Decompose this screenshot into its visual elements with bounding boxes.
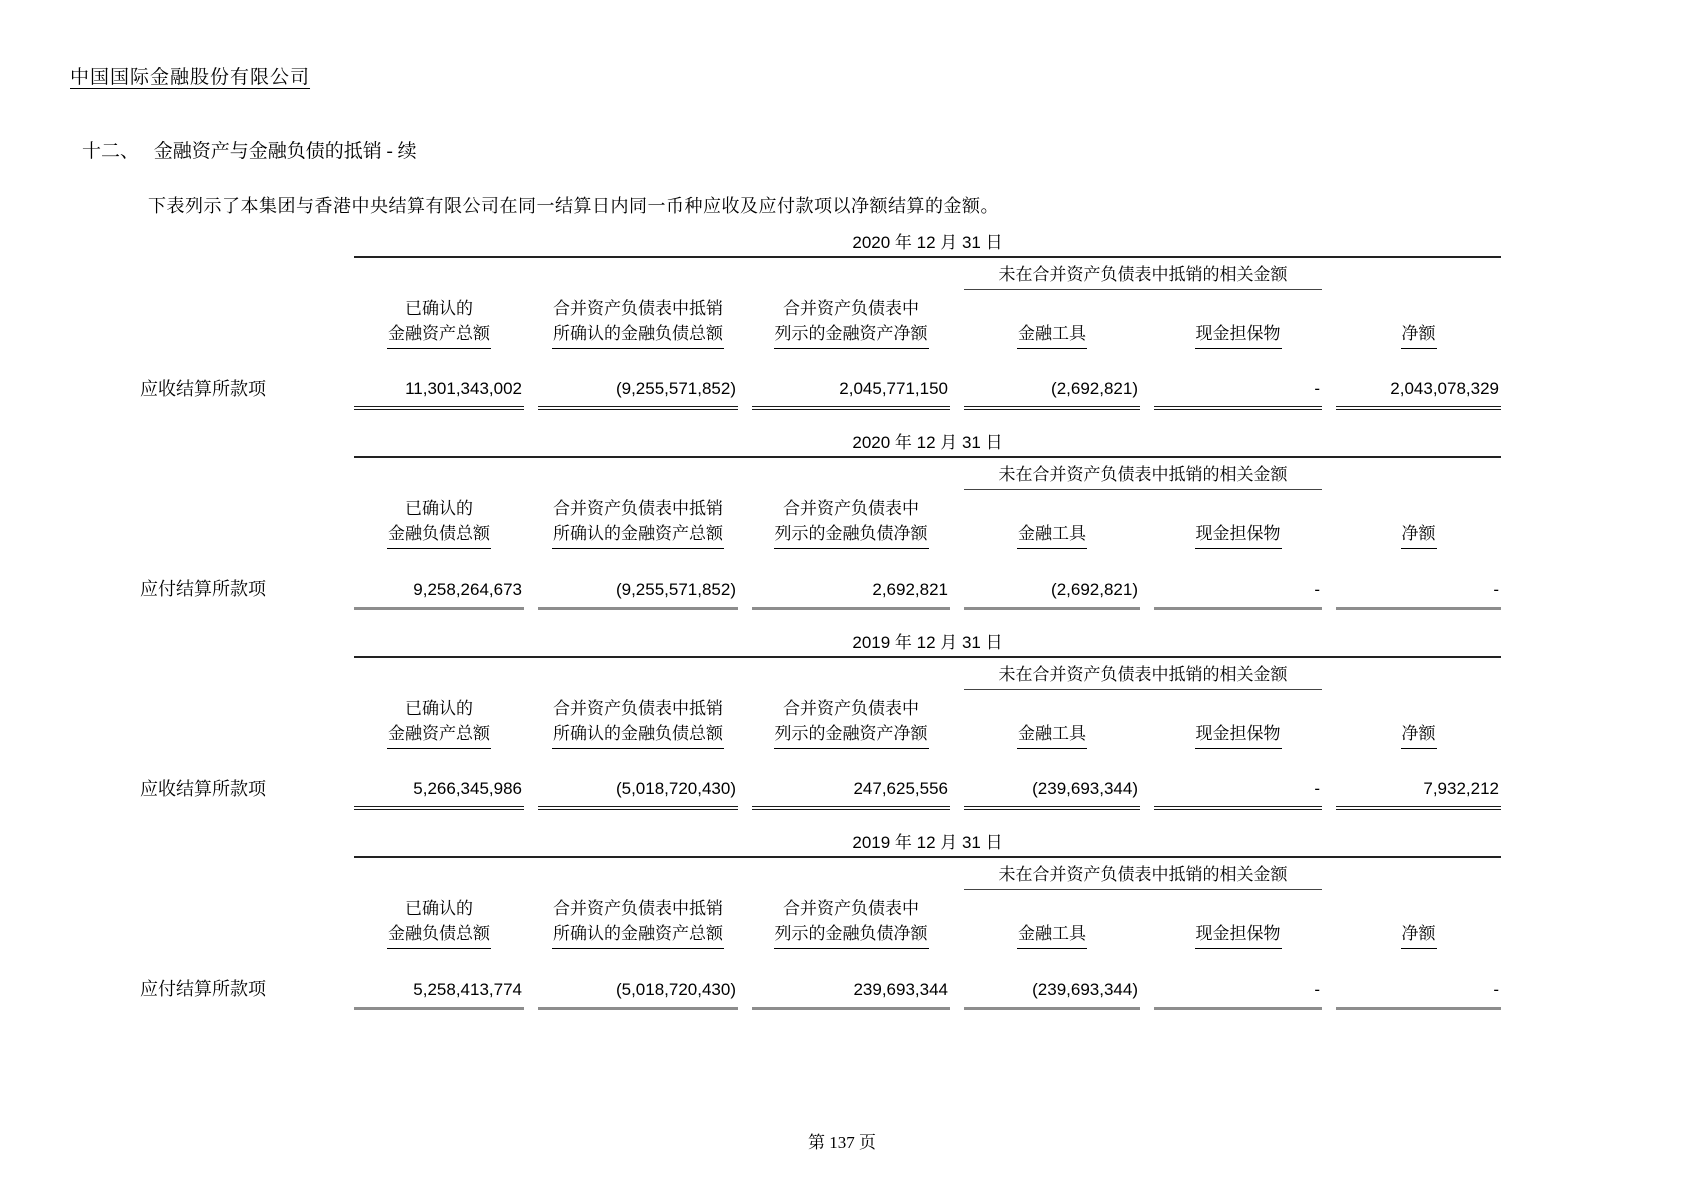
table-row [140, 575, 1501, 610]
spanner-row [140, 860, 1501, 890]
col-header: 金融工具 [964, 521, 1140, 549]
cell-value: 239,693,344 [752, 980, 950, 1010]
header-row [140, 496, 1501, 549]
header-row [140, 896, 1501, 949]
cell-value: - [1336, 580, 1501, 610]
col-header: 现金担保物 [1154, 921, 1322, 949]
table-top-rule [354, 856, 1501, 858]
table-row [140, 775, 1501, 810]
header-row [140, 696, 1501, 749]
spanner-row [140, 660, 1501, 690]
col-header: 已确认的 金融资产总额 [354, 296, 524, 349]
cell-value: 5,266,345,986 [354, 779, 524, 810]
table-top-rule [354, 656, 1501, 658]
table-top-rule [354, 456, 1501, 458]
col-header: 金融工具 [964, 721, 1140, 749]
cell-value: (5,018,720,430) [538, 980, 738, 1010]
col-header: 合并资产负债表中抵销 所确认的金融负债总额 [538, 296, 738, 349]
col-header: 现金担保物 [1154, 521, 1322, 549]
col-header: 净额 [1336, 921, 1501, 949]
cell-value: (9,255,571,852) [538, 580, 738, 610]
row-label: 应收结算所款项 [140, 379, 266, 399]
cell-value: 11,301,343,002 [354, 379, 524, 410]
cell-value: - [1154, 580, 1322, 610]
header-row [140, 296, 1501, 349]
col-header: 净额 [1336, 521, 1501, 549]
section-number: 十二、 [82, 141, 140, 162]
date-heading: 2019 年 12 月 31 日 [852, 633, 1003, 652]
col-header: 合并资产负债表中 列示的金融负债净额 [752, 496, 950, 549]
table-top-rule [354, 256, 1501, 258]
cell-value: 2,692,821 [752, 580, 950, 610]
spanner-header: 未在合并资产负债表中抵销的相关金额 [964, 860, 1322, 890]
table-2020-payable [140, 428, 1501, 610]
col-header: 金融工具 [964, 321, 1140, 349]
col-header: 合并资产负债表中 列示的金融资产净额 [752, 296, 950, 349]
cell-value: 2,045,771,150 [752, 379, 950, 410]
col-header: 合并资产负债表中抵销 所确认的金融资产总额 [538, 896, 738, 949]
cell-value: (239,693,344) [964, 779, 1140, 810]
cell-value: 247,625,556 [752, 779, 950, 810]
cell-value: 2,043,078,329 [1336, 379, 1501, 410]
cell-value: - [1154, 980, 1322, 1010]
col-header: 现金担保物 [1154, 721, 1322, 749]
row-label: 应收结算所款项 [140, 779, 266, 799]
section-heading [82, 136, 417, 163]
cell-value: (9,255,571,852) [538, 379, 738, 410]
col-header: 合并资产负债表中抵销 所确认的金融资产总额 [538, 496, 738, 549]
table-row [140, 375, 1501, 410]
row-label: 应付结算所款项 [140, 979, 266, 999]
date-heading: 2020 年 12 月 31 日 [852, 233, 1003, 252]
table-2019-payable [140, 828, 1501, 1010]
section-title: 金融资产与金融负债的抵销 - 续 [153, 141, 417, 162]
col-header: 已确认的 金融负债总额 [354, 496, 524, 549]
col-header: 合并资产负债表中抵销 所确认的金融负债总额 [538, 696, 738, 749]
spanner-header: 未在合并资产负债表中抵销的相关金额 [964, 660, 1322, 690]
table-row [140, 975, 1501, 1010]
table-2020-receivable [140, 228, 1501, 410]
intro-paragraph: 下表列示了本集团与香港中央结算有限公司在同一结算日内同一币种应收及应付款项以净额结算的金额。 [148, 196, 999, 216]
col-header: 已确认的 金融资产总额 [354, 696, 524, 749]
date-heading: 2020 年 12 月 31 日 [852, 433, 1003, 452]
tables-container [140, 228, 1501, 1028]
cell-value: 7,932,212 [1336, 779, 1501, 810]
spanner-header: 未在合并资产负债表中抵销的相关金额 [964, 260, 1322, 290]
spanner-row [140, 260, 1501, 290]
col-header: 净额 [1336, 721, 1501, 749]
page-footer: 第 137 页 [808, 1133, 876, 1152]
date-heading: 2019 年 12 月 31 日 [852, 833, 1003, 852]
cell-value: - [1336, 980, 1501, 1010]
col-header: 净额 [1336, 321, 1501, 349]
spanner-header: 未在合并资产负债表中抵销的相关金额 [964, 460, 1322, 490]
table-2019-receivable [140, 628, 1501, 810]
col-header: 已确认的 金融负债总额 [354, 896, 524, 949]
col-header: 金融工具 [964, 921, 1140, 949]
cell-value: - [1154, 779, 1322, 810]
col-header: 现金担保物 [1154, 321, 1322, 349]
spanner-row [140, 460, 1501, 490]
col-header: 合并资产负债表中 列示的金融资产净额 [752, 696, 950, 749]
cell-value: - [1154, 379, 1322, 410]
company-title: 中国国际金融股份有限公司 [70, 67, 311, 88]
cell-value: 5,258,413,774 [354, 980, 524, 1010]
cell-value: (2,692,821) [964, 379, 1140, 410]
row-label: 应付结算所款项 [140, 579, 266, 599]
cell-value: (2,692,821) [964, 580, 1140, 610]
cell-value: (239,693,344) [964, 980, 1140, 1010]
cell-value: (5,018,720,430) [538, 779, 738, 810]
col-header: 合并资产负债表中 列示的金融负债净额 [752, 896, 950, 949]
cell-value: 9,258,264,673 [354, 580, 524, 610]
